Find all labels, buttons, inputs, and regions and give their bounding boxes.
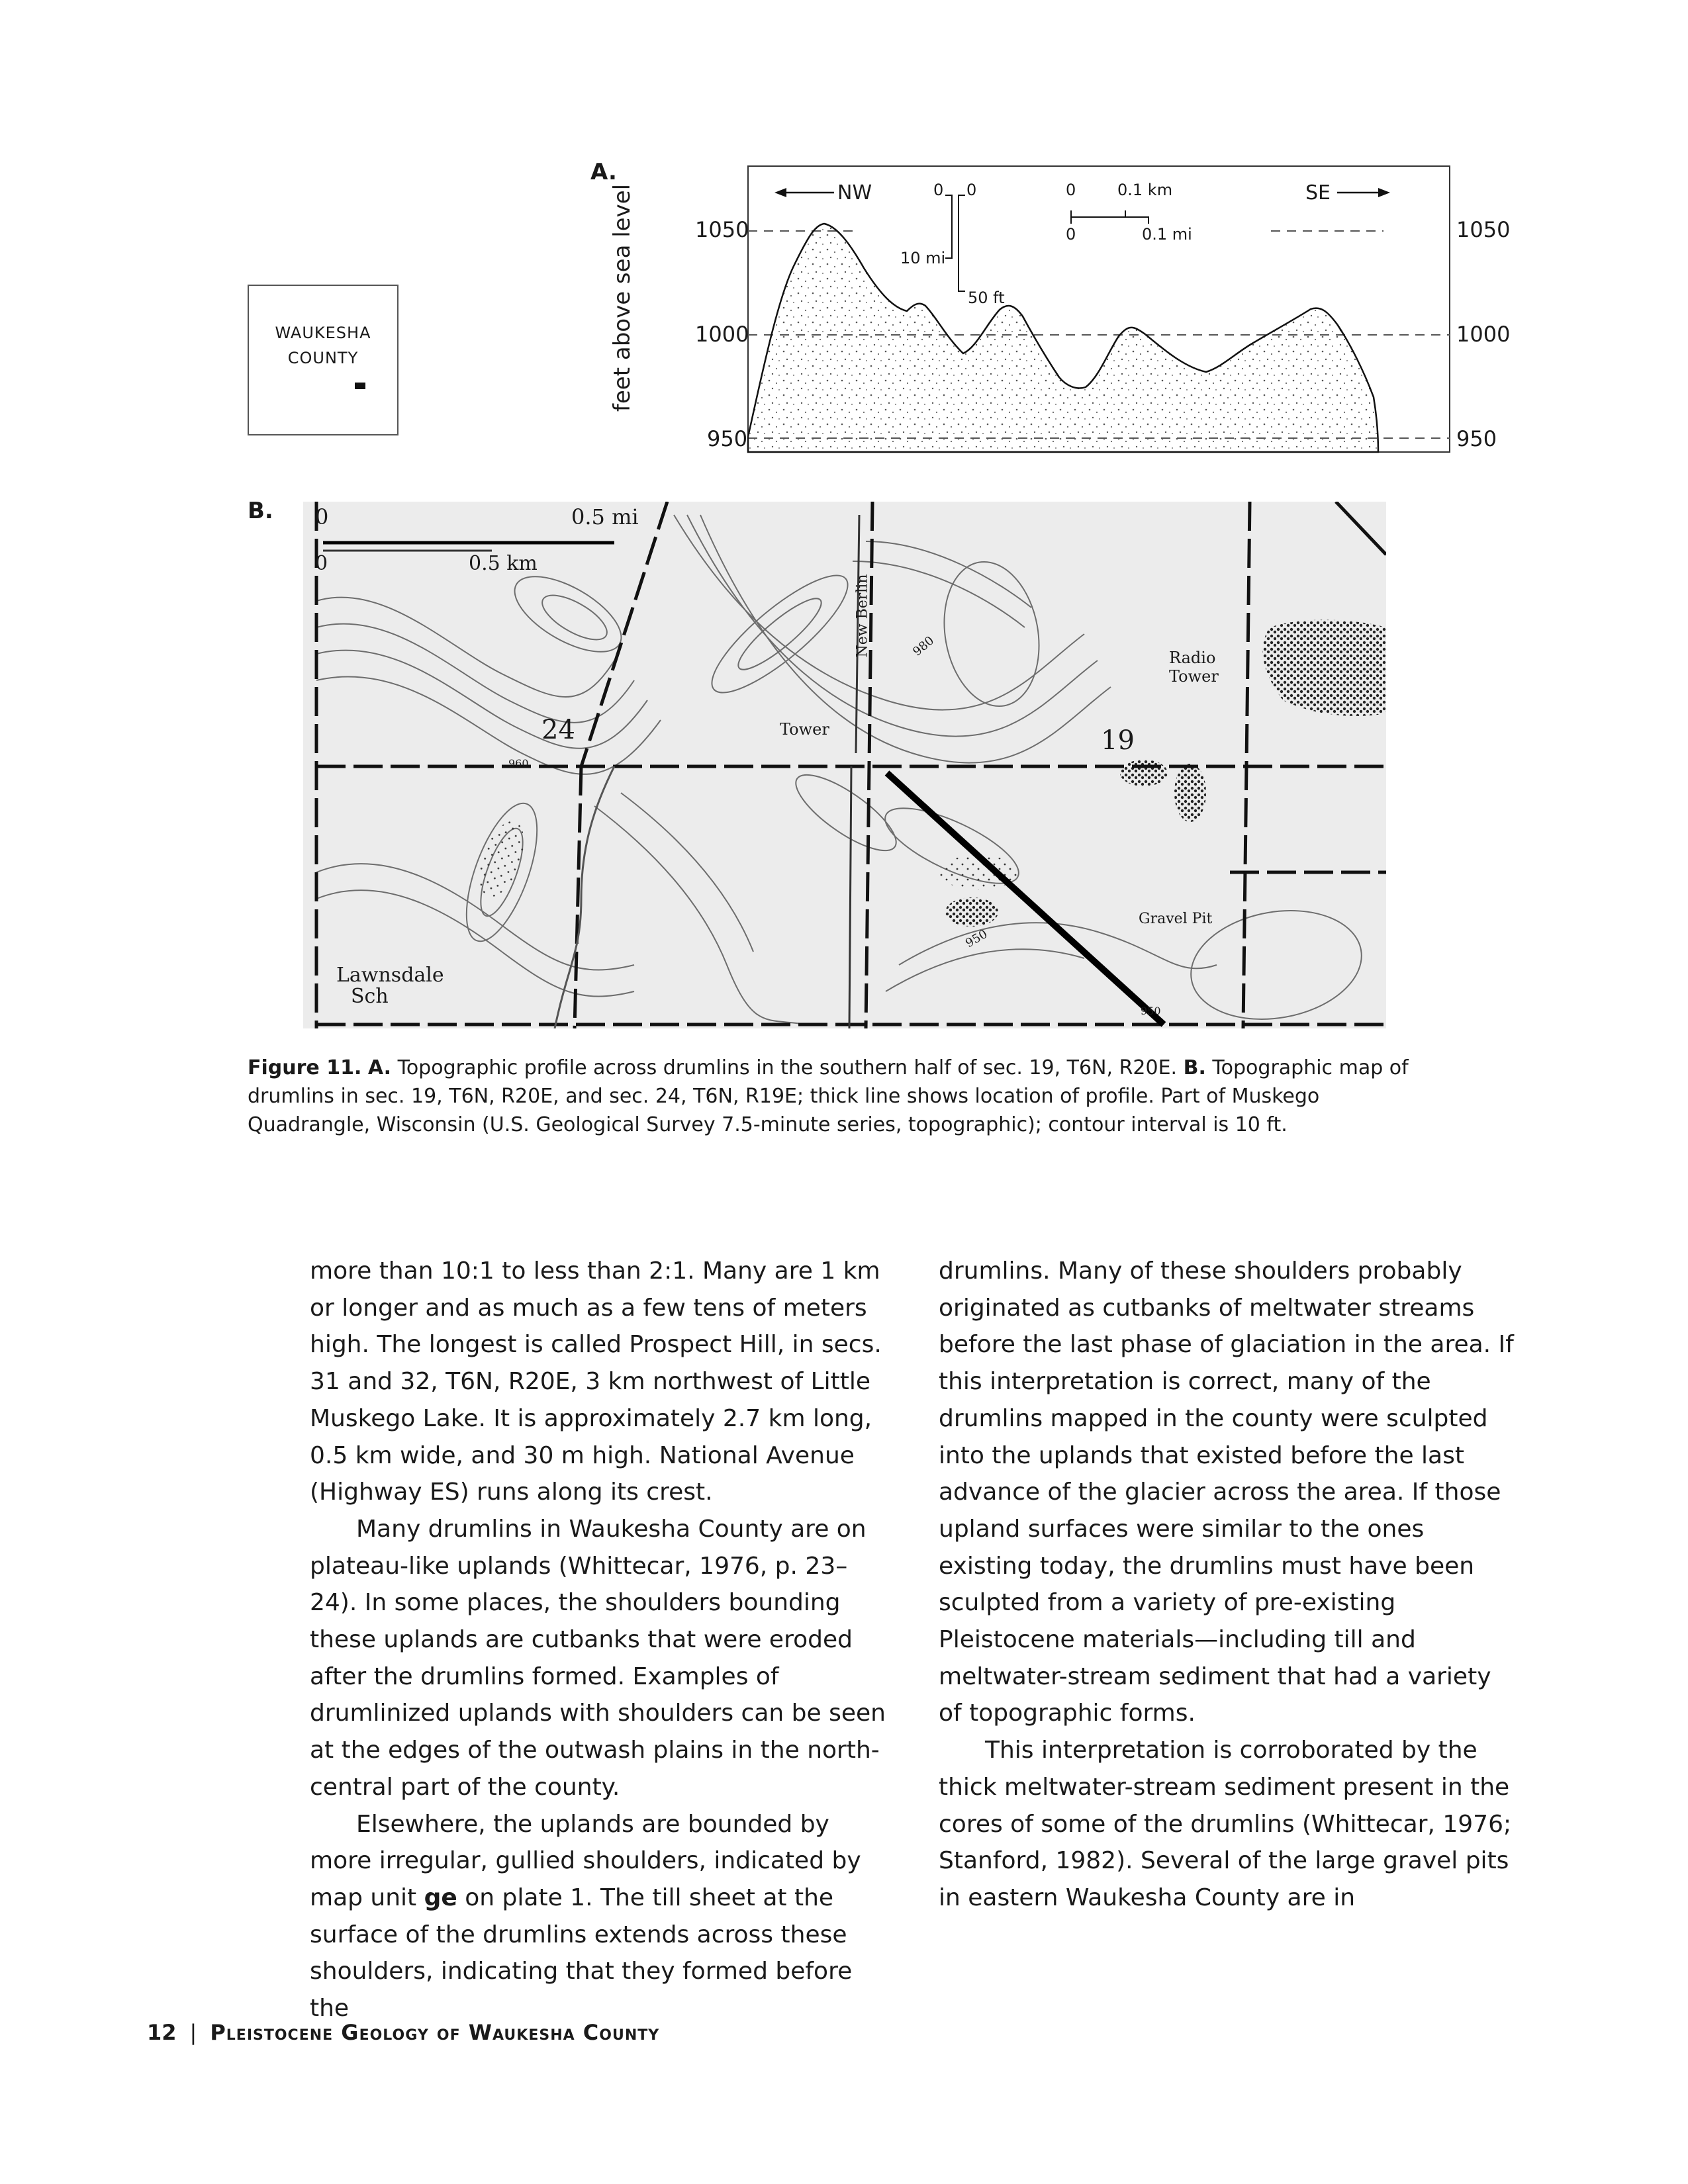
paragraph: more than 10:1 to less than 2:1. Many are 1 km or longer and as much as a few tens of meters high. The longest is called Prospect Hill, in secs. 31 and 32, T6N, R20E, 3 km northwest of Little Muskego Lake. It is approximately 2.7 km long, 0.5 km wide, and 30 m high. National Avenue (Highway ES) runs along its crest.	[310, 1257, 882, 1506]
county-locator-map	[248, 285, 399, 435]
topographic-map	[303, 502, 1386, 1028]
direction-nw: NW	[837, 181, 872, 205]
scale-zero-a: 0	[933, 181, 944, 199]
label-road-new-berlin: New Berlin	[854, 574, 871, 658]
caption-b-text: Topographic map of drumlins in sec. 19, T6N, R20E, and sec. 24, T6N, R19E; thick line shows location of profile. Part of Muskego Quadrangle, Wisconsin (U.S. Geological Survey 7.5-minute series, topographic); contour interval is 10 ft.	[248, 1056, 1409, 1136]
scale-10mi: 10 mi	[900, 249, 946, 267]
scale-mi-label: 0.1 mi	[1142, 225, 1192, 244]
body-column-left	[310, 1253, 892, 2027]
page-footer	[147, 2020, 659, 2045]
section-number-24: 24	[541, 715, 575, 745]
map-scale-label-mi: 0.5 mi	[571, 504, 639, 529]
scale-bar-km	[1071, 210, 1125, 217]
direction-se: SE	[1305, 181, 1331, 205]
map-scale-zero-mi: 0	[315, 504, 329, 529]
profile-surface	[748, 224, 1378, 452]
contour-label: 960	[508, 757, 529, 770]
footer-separator: |	[189, 2020, 197, 2045]
running-title: Pleistocene Geology of Waukesha County	[210, 2020, 660, 2045]
caption-figure-number: Figure 11.	[248, 1056, 362, 1079]
label-radio-line2: Tower	[1169, 667, 1219, 686]
paragraph: Many drumlins in Waukesha County are on plateau-like uplands (Whittecar, 1976, p. 23–24). In some places, the shoulders bounding these uplands are cutbanks that were eroded after the drumlins formed. Examples of drumlinized uplands with shoulders can be seen at the edges of the outwash plains in the north-central part of the county.	[310, 1515, 886, 1801]
caption-b-label: B.	[1183, 1056, 1206, 1079]
figure-caption	[248, 1054, 1446, 1139]
label-radio-line1: Radio	[1169, 649, 1216, 667]
contour-label: 950	[963, 927, 990, 951]
label-school	[336, 965, 444, 1007]
contour-label: 950	[1141, 1005, 1161, 1017]
tick-left-950: 950	[707, 426, 748, 451]
map-scale-label-km: 0.5 km	[469, 552, 538, 575]
contour-label: 980	[910, 633, 937, 659]
profile-axis-title: feet above sea level	[609, 183, 635, 412]
paragraph: This interpretation is corroborated by the thick meltwater-stream sediment present in the cores of some of the drumlins (Whittecar, 1976; Stanford, 1982). Several of the large gravel pits in eastern Waukesha County are in	[939, 1737, 1512, 1911]
tick-left-1050: 1050	[695, 217, 749, 242]
panel-a-label: A.	[590, 159, 617, 185]
tick-right-1000: 1000	[1456, 322, 1511, 347]
locator-label-line2: COUNTY	[287, 349, 359, 367]
vertical-scale-bar	[945, 195, 952, 258]
caption-a-label: A.	[367, 1056, 392, 1079]
panel-b-label: B.	[248, 498, 273, 524]
tick-right-1050: 1050	[1456, 217, 1511, 242]
scale-zero-b: 0	[966, 181, 977, 199]
map-unit-ge: ge	[424, 1884, 457, 1911]
topographic-profile	[635, 159, 1523, 477]
section-number-19: 19	[1101, 725, 1135, 756]
scale-km-zero: 0	[1066, 181, 1076, 199]
map-scale-zero-km: 0	[315, 552, 328, 575]
label-gravel-pit: Gravel Pit	[1139, 911, 1213, 927]
location-marker	[355, 383, 365, 389]
page-number: 12	[147, 2020, 177, 2045]
scale-bar-mi	[1071, 217, 1149, 224]
label-school-line1: Lawnsdale	[336, 964, 444, 987]
tick-left-1000: 1000	[695, 322, 749, 347]
paragraph: drumlins. Many of these shoulders probably originated as cutbanks of meltwater streams before the last phase of glaciation in the area. If this interpretation is correct, many of the drumlins mapped in the county were sculpted into the uplands that existed before the last advance of the glacier across the area. If those upland surfaces were similar to the ones existing today, the drumlins must have been sculpted from a variety of pre-existing Pleistocene materials—including till and meltwater-stream sediment that had a variety of topographic forms.	[939, 1257, 1514, 1727]
locator-label-line1: WAUKESHA	[275, 324, 371, 342]
label-school-line2: Sch	[351, 985, 389, 1008]
body-column-right	[939, 1253, 1521, 1917]
scale-km-label: 0.1 km	[1117, 181, 1173, 199]
caption-a-text: Topographic profile across drumlins in the southern half of sec. 19, T6N, R20E.	[391, 1056, 1184, 1079]
scale-50ft: 50 ft	[968, 289, 1005, 307]
label-radio-tower	[1169, 649, 1219, 686]
paragraph: Elsewhere, the uplands are bounded by more irregular, gullied shoulders, indicated by map unit ge on plate 1. The till sheet at the surface of the drumlins extends across these shoulders, indicating that they formed before the	[310, 1810, 861, 2023]
scale-mi-zero: 0	[1066, 225, 1076, 244]
label-tower: Tower	[780, 720, 829, 739]
tick-right-950: 950	[1456, 426, 1497, 451]
